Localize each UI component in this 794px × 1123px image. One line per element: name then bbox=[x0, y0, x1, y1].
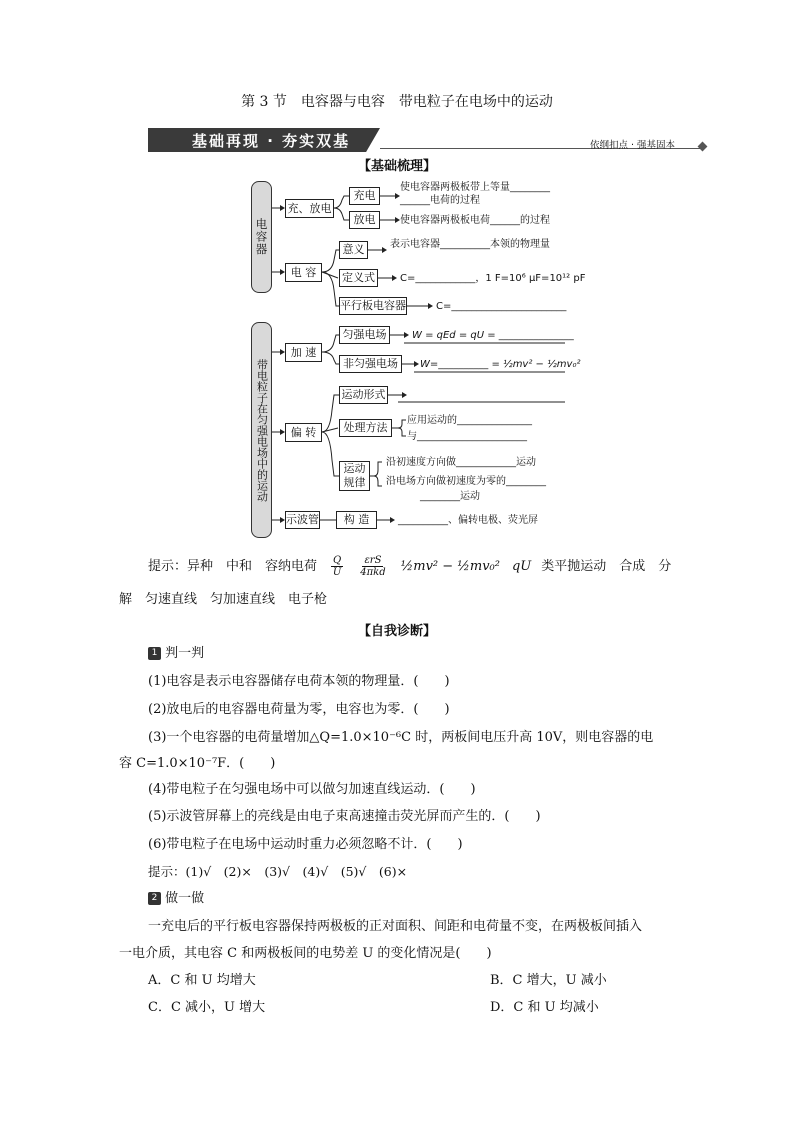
hint-line-2: 解 匀速直线 匀加速直线 电子枪 bbox=[119, 592, 328, 607]
capacitance-fraction bbox=[331, 555, 343, 578]
work-expression: qU bbox=[511, 558, 532, 574]
option-d: D．C 和 U 均减小 bbox=[490, 1000, 599, 1015]
parallel-plate-desc: C=_______________________ bbox=[436, 301, 567, 312]
motion-law-desc-1: 沿初速度方向做____________运动 bbox=[386, 457, 536, 468]
capacitance-box: 电 容 bbox=[285, 263, 322, 282]
motion-law-desc-2: 沿电场方向做初速度为零的________ bbox=[386, 476, 546, 487]
nonuniform-field-box: 非匀强电场 bbox=[339, 355, 402, 373]
hint-label: 提示： bbox=[148, 558, 188, 574]
judge-title: 判一判 bbox=[165, 646, 205, 661]
charge-desc-1: 使电容器两极板带上等量________ bbox=[400, 182, 550, 193]
particle-root: 带电粒子在匀强电场中的运动 bbox=[251, 322, 272, 538]
parallel-plate-box: 平行板电容器 bbox=[339, 297, 407, 315]
hint-answers bbox=[148, 555, 671, 578]
option-b: B．C 增大，U 减小 bbox=[490, 973, 607, 988]
method-desc-1: 应用运动的_______________ bbox=[407, 415, 532, 426]
meaning-box: 意义 bbox=[339, 241, 368, 259]
discharge-desc: 使电容器两极板电荷______的过程 bbox=[400, 215, 550, 226]
fraction-numerator: Q bbox=[333, 555, 342, 566]
oscilloscope-box: 示波管 bbox=[285, 511, 320, 529]
parallel-plate-fraction bbox=[360, 555, 385, 578]
judge-question-5: (5)示波管屏幕上的亮线是由电子束高速撞击荧光屏而产生的．( ) bbox=[148, 809, 541, 824]
judge-question-3a: (3)一个电容器的电荷量增加△Q=1.0×10⁻⁶C 时，两板间电压升高 10V，则电容器的电 bbox=[148, 730, 654, 745]
doit-stem-1: 一充电后的平行板电容器保持两极板的正对面积、间距和电荷量不变，在两极板间插入 bbox=[148, 919, 643, 934]
number-badge: 2 bbox=[148, 892, 161, 905]
motion-law-box: 运动规律 bbox=[339, 461, 370, 491]
structure-box: 构 造 bbox=[336, 511, 377, 529]
charge-box: 充电 bbox=[349, 187, 380, 205]
charge-discharge-box: 充、放电 bbox=[285, 199, 334, 218]
motion-form-box: 运动形式 bbox=[339, 386, 388, 404]
option-a: A．C 和 U 均增大 bbox=[148, 973, 256, 988]
acceleration-box: 加 速 bbox=[285, 343, 322, 362]
section-heading-diagnosis: 【自我诊断】 bbox=[357, 624, 436, 639]
judge-question-1: (1)电容是表示电容器储存电荷本领的物理量．( ) bbox=[148, 674, 450, 689]
meaning-desc: 表示电容器__________本领的物理量 bbox=[390, 239, 550, 250]
hint-items-a: 异种 中和 容纳电荷 bbox=[187, 558, 318, 574]
judge-question-6: (6)带电粒子在电场中运动时重力必须忽略不计．( ) bbox=[148, 837, 463, 852]
uniform-field-box: 匀强电场 bbox=[339, 326, 390, 344]
charge-desc-2: ______电荷的过程 bbox=[400, 195, 480, 206]
definition-box: 定义式 bbox=[339, 269, 378, 287]
kinetic-energy-expression: ½mv² − ½mv₀² bbox=[400, 558, 500, 574]
section-heading-basics: 【基础梳理】 bbox=[357, 159, 436, 174]
fraction-denominator: U bbox=[332, 567, 342, 578]
judge-question-3b: 容 C=1.0×10⁻⁷F．( ) bbox=[119, 756, 276, 771]
motion-law-desc-3: ________运动 bbox=[420, 491, 480, 502]
discharge-box: 放电 bbox=[349, 211, 380, 229]
banner-title: 基础再现 · 夯实双基 bbox=[192, 132, 351, 150]
option-c: C．C 减小，U 增大 bbox=[148, 1000, 266, 1015]
nonuniform-field-desc: W=__________ = ½mv² − ½mv₀² bbox=[420, 359, 581, 370]
fraction-denominator: 4πkd bbox=[360, 567, 386, 578]
uniform-field-desc: W = qEd = qU = _______________ bbox=[412, 330, 574, 341]
structure-desc: __________、偏转电极、荧光屏 bbox=[398, 515, 538, 526]
capacitor-root: 电容器 bbox=[251, 181, 272, 293]
page-title: 第 3 节 电容器与电容 带电粒子在电场中的运动 bbox=[241, 94, 553, 110]
doit-title: 做一做 bbox=[165, 891, 205, 906]
deflection-box: 偏 转 bbox=[285, 423, 322, 442]
judge-answers: 提示：(1)√ (2)× (3)√ (4)√ (5)√ (6)× bbox=[148, 864, 408, 879]
judge-question-2: (2)放电后的电容器电荷量为零，电容也为零．( ) bbox=[148, 702, 450, 717]
doit-heading bbox=[148, 890, 204, 908]
fraction-numerator: εrS bbox=[364, 555, 382, 566]
hint-items-b: 类平抛运动 合成 分 bbox=[541, 558, 672, 574]
definition-desc: C=____________，1 F=10⁶ μF=10¹² pF bbox=[400, 273, 586, 284]
banner-subtitle: 依纲扣点 · 强基固本 bbox=[590, 140, 676, 151]
judge-question-4: (4)带电粒子在匀强电场中可以做匀加速直线运动．( ) bbox=[148, 782, 476, 797]
doit-stem-2: 一电介质，其电容 C 和两极板间的电势差 U 的变化情况是( ) bbox=[119, 946, 492, 961]
method-desc-2: 与______________________ bbox=[407, 431, 527, 442]
method-box: 处理方法 bbox=[339, 419, 392, 437]
number-badge: 1 bbox=[148, 647, 161, 660]
judge-heading bbox=[148, 645, 204, 663]
